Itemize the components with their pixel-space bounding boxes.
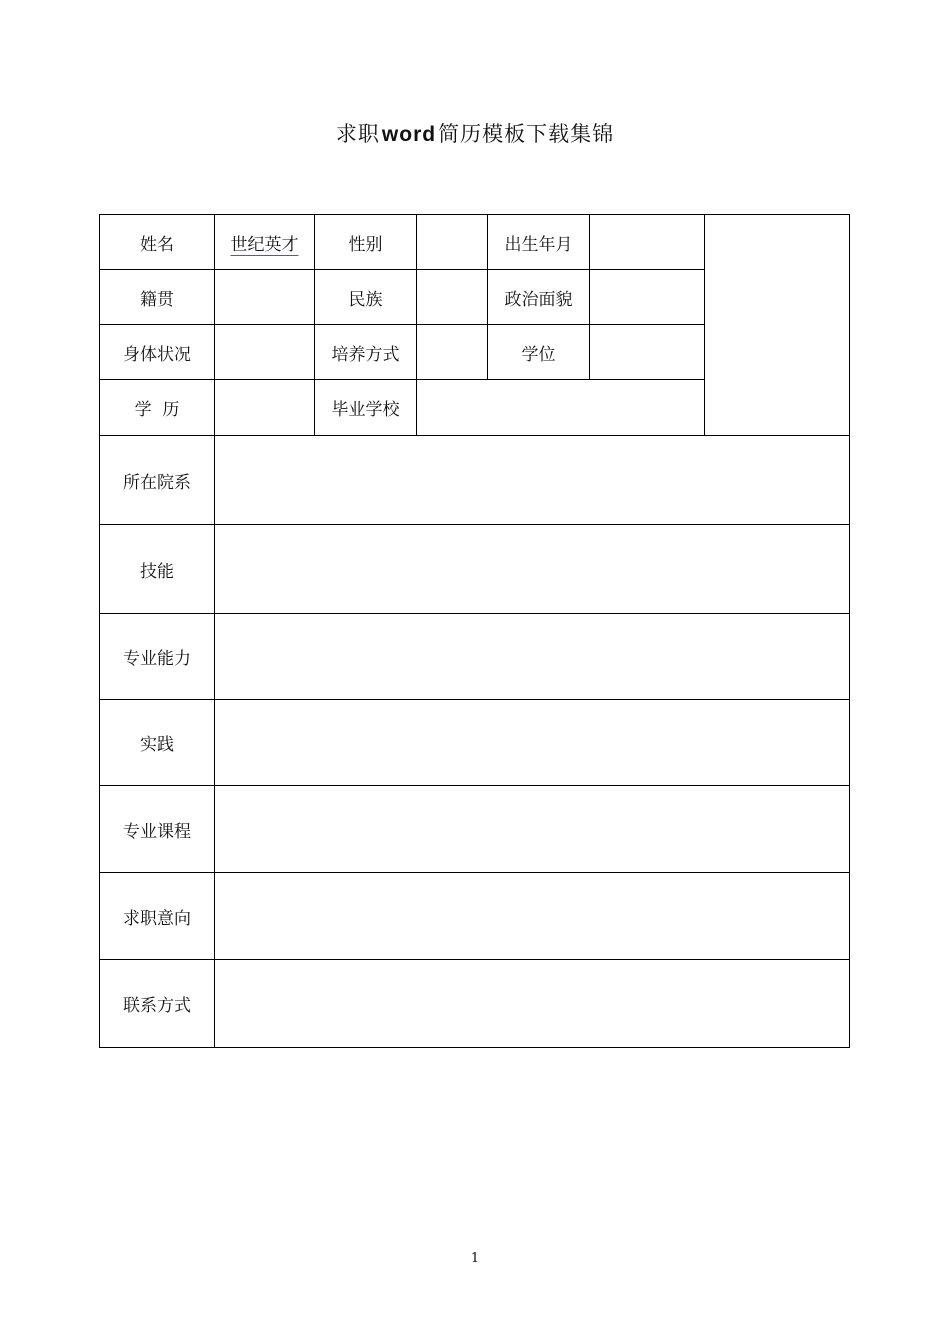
department-label: 所在院系 [100, 436, 215, 525]
title-suffix: 简历模板下载集锦 [438, 122, 615, 146]
gender-field[interactable] [417, 215, 488, 270]
health-label: 身体状况 [100, 325, 215, 380]
ethnicity-field[interactable] [417, 270, 488, 325]
education-field[interactable] [215, 380, 315, 436]
intention-label: 求职意向 [100, 873, 215, 960]
professional-field[interactable] [215, 614, 850, 700]
politics-field[interactable] [590, 270, 705, 325]
courses-field[interactable] [215, 786, 850, 873]
origin-field[interactable] [215, 270, 315, 325]
name-field[interactable] [215, 215, 315, 270]
page-number: 1 [470, 1251, 480, 1266]
school-field[interactable] [417, 380, 705, 436]
birth-label: 出生年月 [488, 215, 590, 270]
gender-label: 性别 [315, 215, 417, 270]
skills-field[interactable] [215, 525, 850, 614]
title-word: word [381, 123, 437, 146]
training-label: 培养方式 [315, 325, 417, 380]
department-field[interactable] [215, 436, 850, 525]
name-label: 姓名 [100, 215, 215, 270]
origin-label: 籍贯 [100, 270, 215, 325]
name-value: 世纪英才 [230, 234, 299, 255]
professional-label: 专业能力 [100, 614, 215, 700]
skills-label: 技能 [100, 525, 215, 614]
contact-label: 联系方式 [100, 960, 215, 1048]
contact-field[interactable] [215, 960, 850, 1048]
degree-field[interactable] [590, 325, 705, 380]
education-label: 学 历 [100, 380, 215, 436]
practice-field[interactable] [215, 700, 850, 786]
degree-label: 学位 [488, 325, 590, 380]
training-field[interactable] [417, 325, 488, 380]
birth-field[interactable] [590, 215, 705, 270]
health-field[interactable] [215, 325, 315, 380]
courses-label: 专业课程 [100, 786, 215, 873]
practice-label: 实践 [100, 700, 215, 786]
title-prefix: 求职 [335, 122, 380, 146]
politics-label: 政治面貌 [488, 270, 590, 325]
resume-table [99, 214, 850, 1048]
photo-cell[interactable] [705, 215, 850, 436]
intention-field[interactable] [215, 873, 850, 960]
document-title [0, 118, 950, 148]
ethnicity-label: 民族 [315, 270, 417, 325]
school-label: 毕业学校 [315, 380, 417, 436]
